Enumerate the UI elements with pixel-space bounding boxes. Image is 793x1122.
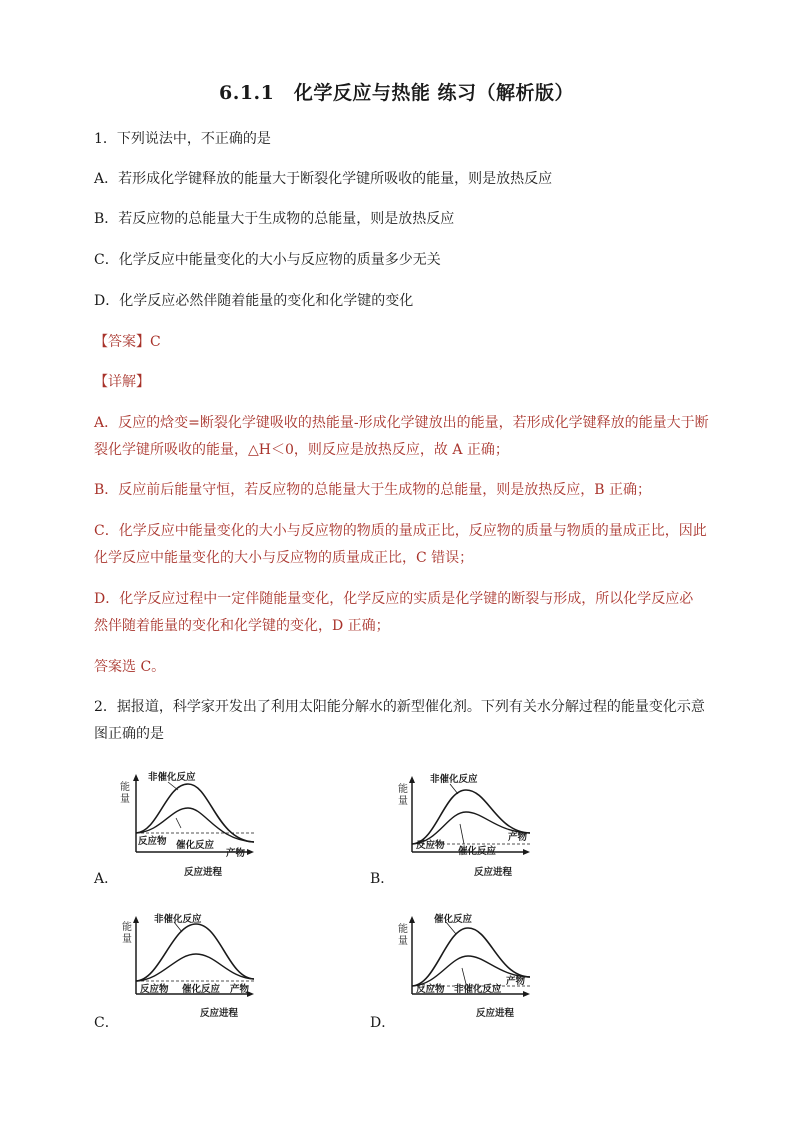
left-label: 反应物 <box>140 984 169 995</box>
leader-line <box>450 784 458 794</box>
answer-label: 【答案】C <box>94 334 161 350</box>
question-1-option-c: C．化学反应中能量变化的大小与反应物的质量多少无关 <box>94 252 441 268</box>
y-axis-arrow <box>409 916 415 923</box>
explanation-line: 然伴随着能量的变化和化学键的变化，D 正确； <box>94 618 390 634</box>
y-axis-label-2: 量 <box>120 794 130 805</box>
top-label: 非催化反应 <box>154 914 202 925</box>
y-axis-label-1: 能 <box>398 784 408 795</box>
mid-label: 催化反应 <box>176 840 215 851</box>
y-axis-arrow <box>133 916 139 923</box>
conclusion: 答案选 C。 <box>94 659 166 675</box>
explanation-line: B．反应前后能量守恒，若反应物的总能量大于生成物的总能量，则是放热反应，B 正确； <box>94 482 652 498</box>
y-axis-label-2: 量 <box>398 796 408 807</box>
explanation-line: 裂化学键所吸收的能量，△H＜0，则反应是放热反应，故 A 正确； <box>94 442 509 458</box>
explanation-line: D．化学反应过程中一定伴随能量变化，化学反应的实质是化学键的断裂与形成，所以化学反应必 <box>94 591 694 607</box>
y-axis-arrow <box>409 776 415 783</box>
right-label: 产物 <box>506 976 526 987</box>
detail-label: 【详解】 <box>94 374 150 390</box>
right-label: 产物 <box>508 832 528 843</box>
x-axis-arrow <box>247 849 254 855</box>
top-label: 非催化反应 <box>430 774 478 785</box>
mid-label: 催化反应 <box>182 984 221 995</box>
x-axis-arrow <box>523 991 530 997</box>
option-b-label[interactable]: B． <box>370 871 395 887</box>
question-1-stem: 1．下列说法中，不正确的是 <box>94 131 271 147</box>
uncatalyzed-curve <box>136 924 254 981</box>
explanation-line: A．反应的焓变=断裂化学键吸收的热能量-形成化学键放出的能量，若形成化学键释放的能量大于断 <box>94 415 709 431</box>
explanation-line: 化学反应中能量变化的大小与反应物的质量成正比，C 错误； <box>94 550 474 566</box>
question-1-option-d: D．化学反应必然伴随着能量的变化和化学键的变化 <box>94 293 414 309</box>
page-title: 6.1.1 化学反应与热能 练习（解析版） <box>218 82 574 104</box>
x-axis-label: 反应进程 <box>184 867 223 878</box>
y-axis-arrow <box>133 774 139 781</box>
y-axis-label-2: 量 <box>398 936 408 947</box>
leader-line <box>168 782 178 790</box>
question-2-stem: 图正确的是 <box>94 726 164 742</box>
y-axis-label-2: 量 <box>122 934 132 945</box>
energy-diagram-a <box>116 768 256 888</box>
question-1-option-a: A．若形成化学键释放的能量大于断裂化学键所吸收的能量，则是放热反应 <box>94 171 553 187</box>
option-c-label[interactable]: C． <box>94 1015 119 1031</box>
y-axis-label-1: 能 <box>398 924 408 935</box>
question-2-stem: 2．据报道，科学家开发出了利用太阳能分解水的新型催化剂。下列有关水分解过程的能量变化示意 <box>94 699 705 715</box>
explanation-line: C．化学反应中能量变化的大小与反应物的物质的量成正比，反应物的质量与物质的量成正比，因此 <box>94 523 707 539</box>
x-axis-label: 反应进程 <box>476 1008 515 1019</box>
leader-line <box>462 968 466 984</box>
y-axis-label-1: 能 <box>122 922 132 933</box>
left-label: 反应物 <box>138 836 167 847</box>
x-axis-arrow <box>523 849 530 855</box>
mid-label: 非催化反应 <box>454 984 502 995</box>
option-a-label[interactable]: A． <box>94 871 119 887</box>
right-label: 产物 <box>226 848 246 859</box>
top-label: 非催化反应 <box>148 772 196 783</box>
energy-diagram-c <box>116 908 256 1028</box>
leader-line <box>460 824 464 844</box>
catalyzed-curve <box>136 954 254 981</box>
y-axis-label-1: 能 <box>120 782 130 793</box>
question-1-option-b: B．若反应物的总能量大于生成物的总能量，则是放热反应 <box>94 211 455 227</box>
x-axis-label: 反应进程 <box>474 867 513 878</box>
left-label: 反应物 <box>416 840 445 851</box>
option-d-label[interactable]: D． <box>370 1015 396 1031</box>
leader-line <box>176 818 181 828</box>
x-axis-label: 反应进程 <box>200 1008 239 1019</box>
mid-label: 催化反应 <box>458 846 497 857</box>
energy-diagram-b <box>392 768 532 888</box>
left-label: 反应物 <box>416 984 445 995</box>
energy-diagram-d <box>392 908 532 1028</box>
right-label: 产物 <box>230 984 250 995</box>
top-label: 催化反应 <box>434 914 473 925</box>
